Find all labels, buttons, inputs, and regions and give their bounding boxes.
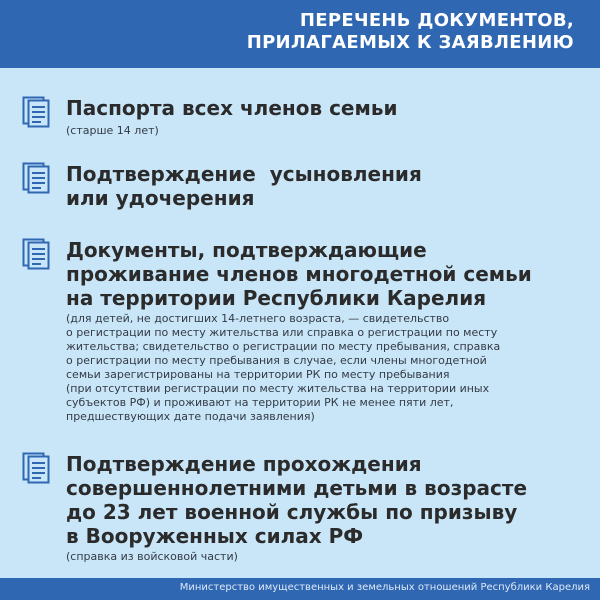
item-note-line: субъектов РФ) и проживают на территории РК не менее пяти лет,	[66, 396, 454, 409]
item-title	[66, 238, 586, 310]
item-title-line: Паспорта всех членов семьи	[66, 96, 398, 120]
item-note-line: семьи зарегистрированы на территории РК по месту пребывания	[66, 368, 450, 381]
footer-text: Министерство имущественных и земельных отношений Республики Карелия	[179, 582, 590, 593]
document-icon	[22, 162, 50, 194]
item-note	[66, 124, 586, 138]
header-bar	[0, 0, 600, 68]
item-title-line: на территории Республики Карелия	[66, 286, 487, 310]
item-title-line: в Вооруженных силах РФ	[66, 524, 364, 548]
item-note-line: предшествующих дате подачи заявления)	[66, 410, 315, 423]
page-title-line-2: ПРИЛАГАЕМЫХ К ЗАЯВЛЕНИЮ	[246, 32, 574, 53]
footer-bar	[0, 578, 600, 600]
item-title	[66, 452, 586, 548]
page-title	[247, 10, 574, 54]
item-note-line: о регистрации по месту пребывания в случае, если члены многодетной	[66, 354, 487, 367]
item-title	[66, 96, 586, 120]
item-title-line: или удочерения	[66, 186, 255, 210]
item-note-line: жительства; свидетельство о регистрации по месту пребывания, справка	[66, 340, 501, 353]
item-title	[66, 162, 586, 210]
page-title-line-1: ПЕРЕЧЕНЬ ДОКУМЕНТОВ,	[299, 10, 574, 31]
item-note-line: (для детей, не достигших 14-летнего возраста, — свидетельство	[66, 312, 450, 325]
document-icon	[22, 238, 50, 270]
item-note	[66, 550, 586, 564]
item-note-line: (при отсутствии регистрации по месту жительства на территории иных	[66, 382, 490, 395]
item-note-line: (старше 14 лет)	[66, 124, 159, 137]
item-note-line: о регистрации по месту жительства или справка о регистрации по месту	[66, 326, 498, 339]
document-icon	[22, 452, 50, 484]
item-title-line: проживание членов многодетной семьи	[66, 262, 532, 286]
item-title-line: Подтверждение усыновления	[66, 162, 422, 186]
document-icon	[22, 96, 50, 128]
item-title-line: Документы, подтверждающие	[66, 238, 427, 262]
item-title-line: совершеннолетними детьми в возрасте	[66, 476, 528, 500]
item-title-line: Подтверждение прохождения	[66, 452, 422, 476]
item-note-line: (справка из войсковой части)	[66, 550, 238, 563]
item-note	[66, 312, 586, 424]
item-title-line: до 23 лет военной службы по призыву	[66, 500, 518, 524]
